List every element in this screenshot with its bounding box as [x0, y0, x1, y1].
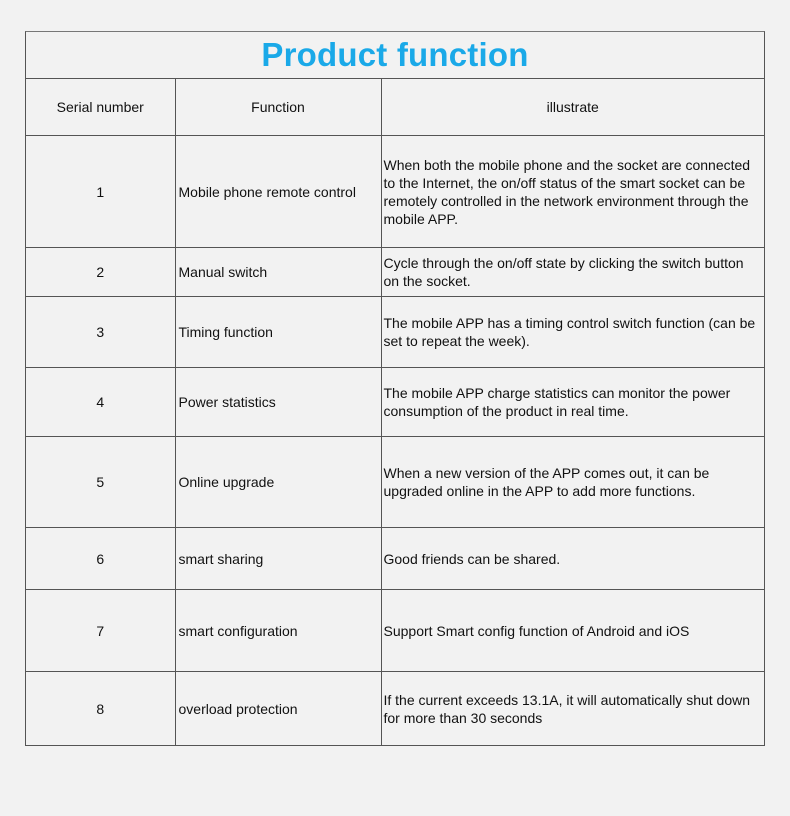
- table-row: [26, 672, 764, 746]
- serial-number-cell: 5: [26, 437, 175, 528]
- table-row: [26, 136, 764, 248]
- serial-number-cell: 2: [26, 248, 175, 297]
- serial-number-cell: 3: [26, 297, 175, 368]
- function-table: [26, 79, 764, 746]
- table-row: [26, 368, 764, 437]
- table-header-row: [26, 79, 764, 136]
- illustrate-cell: Cycle through the on/off state by clicking the switch button on the socket.: [381, 248, 764, 297]
- function-cell: Mobile phone remote control: [175, 136, 381, 248]
- function-cell: overload protection: [175, 672, 381, 746]
- column-header-function: Function: [175, 79, 381, 136]
- table-row: [26, 528, 764, 590]
- function-cell: smart sharing: [175, 528, 381, 590]
- function-cell: Power statistics: [175, 368, 381, 437]
- function-cell: smart configuration: [175, 590, 381, 672]
- table-row: [26, 248, 764, 297]
- column-header-serial-number: Serial number: [26, 79, 175, 136]
- illustrate-cell: The mobile APP has a timing control switch function (can be set to repeat the week).: [381, 297, 764, 368]
- illustrate-cell: Good friends can be shared.: [381, 528, 764, 590]
- illustrate-cell: The mobile APP charge statistics can monitor the power consumption of the product in real time.: [381, 368, 764, 437]
- serial-number-cell: 6: [26, 528, 175, 590]
- function-cell: Manual switch: [175, 248, 381, 297]
- function-cell: Online upgrade: [175, 437, 381, 528]
- serial-number-cell: 7: [26, 590, 175, 672]
- page-title: Product function: [261, 36, 529, 73]
- table-row: [26, 297, 764, 368]
- column-header-illustrate: illustrate: [381, 79, 764, 136]
- illustrate-cell: If the current exceeds 13.1A, it will automatically shut down for more than 30 seconds: [381, 672, 764, 746]
- serial-number-cell: 4: [26, 368, 175, 437]
- product-function-table: [25, 31, 765, 746]
- table-row: [26, 590, 764, 672]
- function-cell: Timing function: [175, 297, 381, 368]
- title-bar: [26, 32, 764, 79]
- illustrate-cell: When a new version of the APP comes out, it can be upgraded online in the APP to add more functions.: [381, 437, 764, 528]
- illustrate-cell: Support Smart config function of Android and iOS: [381, 590, 764, 672]
- serial-number-cell: 8: [26, 672, 175, 746]
- illustrate-cell: When both the mobile phone and the socket are connected to the Internet, the on/off status of the smart socket can be remotely controlled in the network environment through the mobile APP.: [381, 136, 764, 248]
- serial-number-cell: 1: [26, 136, 175, 248]
- table-row: [26, 437, 764, 528]
